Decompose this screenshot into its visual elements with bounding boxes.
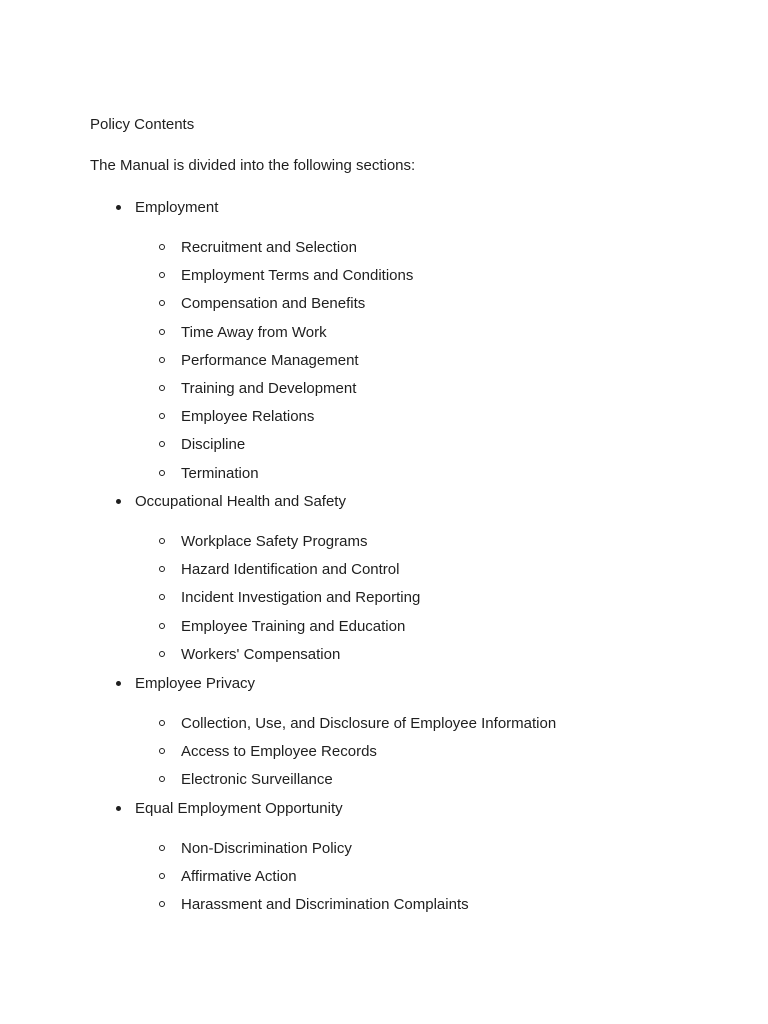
bullet-icon [113,198,123,218]
circle-bullet-icon [157,351,167,371]
circle-bullet-icon [157,435,167,455]
circle-bullet-icon [157,407,167,427]
bullet-icon [113,674,123,694]
subsection-label: Electronic Surveillance [181,771,333,788]
section-label: Employee Privacy [135,675,256,692]
circle-bullet-icon [157,770,167,790]
circle-bullet-icon [157,588,167,608]
circle-bullet-icon [157,617,167,637]
subsection-label: Discipline [181,436,246,453]
subsection-label: Access to Employee Records [181,743,377,760]
subsection-label: Workplace Safety Programs [181,533,368,550]
circle-bullet-icon [157,645,167,665]
circle-bullet-icon [157,238,167,258]
circle-bullet-icon [157,532,167,552]
subsection-label: Employee Relations [181,408,315,425]
circle-bullet-icon [157,379,167,399]
circle-bullet-icon [157,714,167,734]
subsection-label: Performance Management [181,352,359,369]
subsection-label: Non-Discrimination Policy [181,840,352,857]
subsection-label: Workers' Compensation [181,646,341,663]
circle-bullet-icon [157,839,167,859]
subsection-label: Hazard Identification and Control [181,561,400,578]
section-label: Employment [135,199,219,216]
bullet-icon [113,492,123,512]
circle-bullet-icon [157,742,167,762]
page-title: Policy Contents [90,116,195,133]
subsection-label: Employment Terms and Conditions [181,267,414,284]
intro-paragraph: The Manual is divided into the following sections: [90,157,416,174]
bullet-icon [113,799,123,819]
circle-bullet-icon [157,867,167,887]
subsection-label: Incident Investigation and Reporting [181,589,421,606]
section-label: Occupational Health and Safety [135,493,346,510]
circle-bullet-icon [157,560,167,580]
subsection-label: Recruitment and Selection [181,239,357,256]
circle-bullet-icon [157,895,167,915]
subsection-label: Compensation and Benefits [181,295,366,312]
circle-bullet-icon [157,323,167,343]
subsection-label: Collection, Use, and Disclosure of Employee Information [181,715,557,732]
circle-bullet-icon [157,464,167,484]
subsection-label: Termination [181,465,259,482]
circle-bullet-icon [157,294,167,314]
circle-bullet-icon [157,266,167,286]
subsection-label: Harassment and Discrimination Complaints [181,896,469,913]
subsection-label: Employee Training and Education [181,618,406,635]
subsection-label: Training and Development [181,380,357,397]
section-label: Equal Employment Opportunity [135,800,343,817]
subsection-label: Affirmative Action [181,868,297,885]
subsection-label: Time Away from Work [181,324,327,341]
